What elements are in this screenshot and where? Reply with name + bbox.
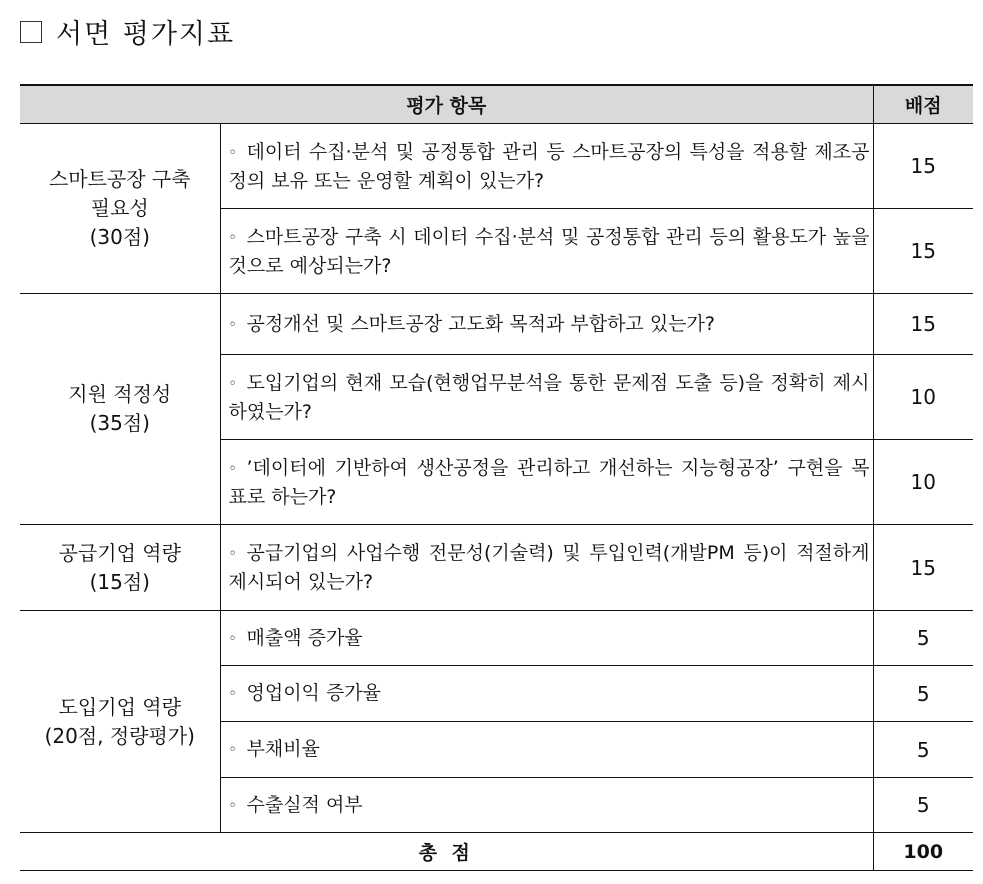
bullet-icon: ◦ [228,630,237,647]
total-row [20,833,973,871]
bullet-icon: ◦ [228,144,237,161]
total-score: 100 [873,833,973,871]
bullet-icon: ◦ [228,460,237,477]
score-cell: 5 [873,611,973,666]
criterion-cell [220,666,873,722]
bullet-icon: ◦ [228,742,237,758]
table-header [20,85,973,124]
criterion-cell [220,778,873,833]
bullet-icon: ◦ [228,229,237,246]
criterion-text: 스마트공장 구축 시 데이터 수집·분석 및 공정통합 관리 등의 활용도가 높을 것으로 예상되는가? [228,225,870,277]
criterion-cell [220,209,873,294]
bullet-icon: ◦ [228,316,237,333]
criterion-text: 영업이익 증가율 [246,682,382,704]
header-item: 평가 항목 [20,85,873,124]
category-cell [20,124,220,294]
evaluation-table [20,84,973,871]
table-row [20,124,973,209]
category-cell [20,525,220,611]
bullet-icon: ◦ [228,546,237,562]
score-cell: 15 [873,294,973,355]
criterion-text: 공급기업의 사업수행 전문성(기술력) 및 투입인력(개발PM 등)이 적절하게 제시되어 있는가? [228,542,870,593]
criterion-text: 공정개선 및 스마트공장 고도화 목적과 부합하고 있는가? [246,312,715,335]
category-cell [20,611,220,833]
criterion-text: 수출실적 여부 [246,793,363,816]
score-cell: 5 [873,722,973,778]
category-name: 스마트공장 구축 필요성 [48,167,191,220]
score-cell: 15 [873,124,973,209]
category-points: (30점) [89,225,150,249]
score-cell: 5 [873,778,973,833]
bullet-icon: ◦ [228,686,237,702]
criterion-text: ’데이터에 기반하여 생산공정을 관리하고 개선하는 지능형공장’ 구현을 목표로 하는가? [228,456,870,508]
category-name: 공급기업 역량 [58,540,181,565]
table-row [20,611,973,666]
bullet-icon: ◦ [228,375,237,392]
square-bullet-icon [20,21,42,43]
criterion-cell [220,525,873,611]
score-cell: 5 [873,666,973,722]
criterion-cell [220,440,873,525]
page-title: 서면 평가지표 [20,12,235,51]
criterion-cell [220,355,873,440]
score-cell: 10 [873,440,973,525]
category-points: (15점) [89,569,150,594]
criterion-text: 도입기업의 현재 모습(현행업무분석을 통한 문제점 도출 등)을 정확히 제시하였는가? [228,371,870,423]
bullet-icon: ◦ [228,797,237,814]
header-score: 배점 [873,85,973,124]
criterion-cell [220,611,873,666]
table-row [20,525,973,611]
score-cell: 10 [873,355,973,440]
category-name: 도입기업 역량 [58,694,181,719]
total-label: 총 점 [20,833,873,871]
table-row [20,294,973,355]
category-name: 지원 적정성 [68,382,172,406]
score-cell: 15 [873,209,973,294]
score-cell: 15 [873,525,973,611]
criterion-cell [220,294,873,355]
category-points: (20점, 정량평가) [44,723,195,748]
criterion-cell [220,722,873,778]
category-cell [20,294,220,525]
criterion-text: 부채비율 [246,738,320,760]
criterion-text: 데이터 수집·분석 및 공정통합 관리 등 스마트공장의 특성을 적용할 제조공정의 보유 또는 운영할 계획이 있는가? [228,140,870,192]
criterion-text: 매출액 증가율 [246,626,363,649]
category-points: (35점) [89,411,150,435]
criterion-cell [220,124,873,209]
